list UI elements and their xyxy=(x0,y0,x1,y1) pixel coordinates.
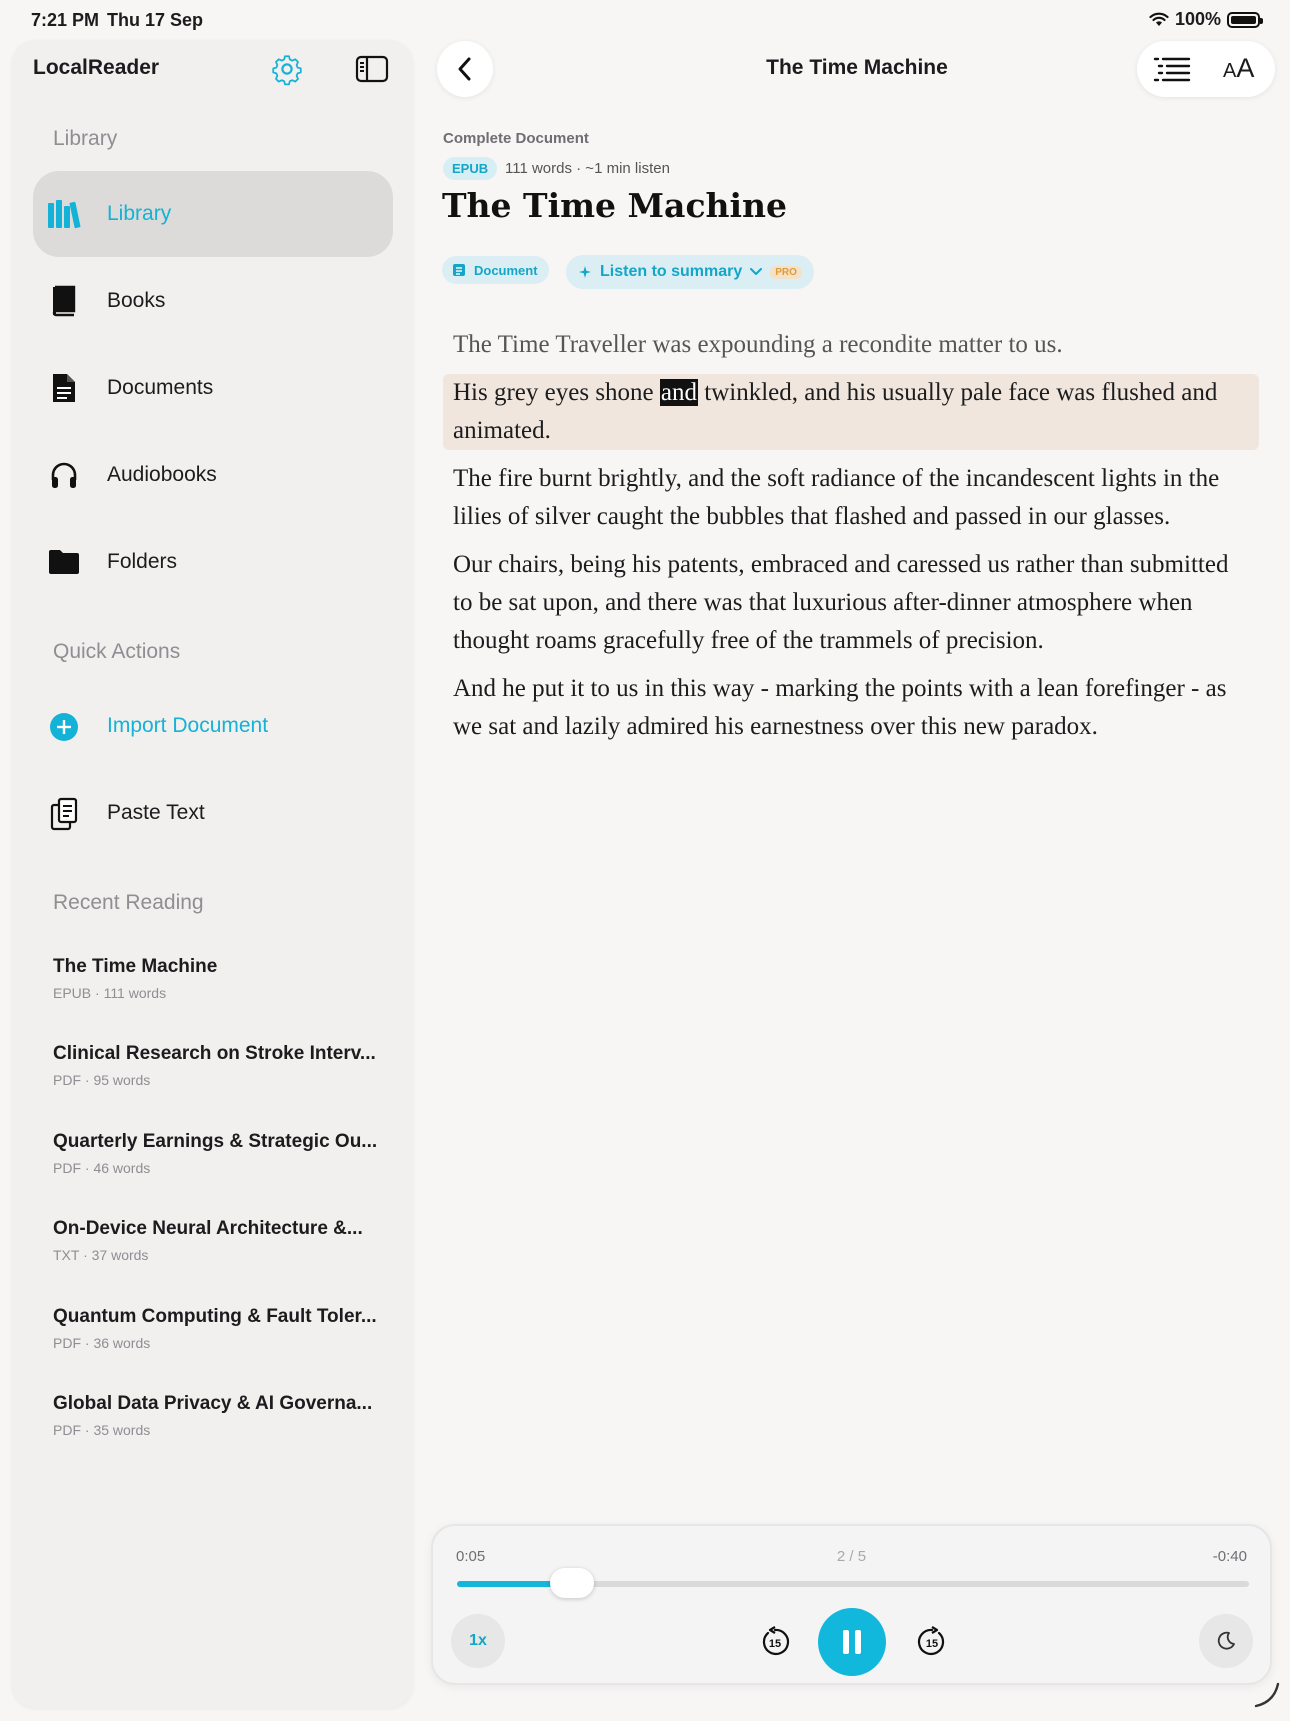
header-tools xyxy=(1137,41,1275,97)
listen-summary-button[interactable] xyxy=(566,255,814,289)
recent-item-meta: EPUB · 111 words xyxy=(53,985,167,1001)
recent-item[interactable] xyxy=(53,1131,383,1176)
recent-item[interactable] xyxy=(53,1043,383,1088)
status-indicators xyxy=(1149,9,1260,30)
sleep-timer-button[interactable] xyxy=(1199,1614,1253,1668)
paragraph-current[interactable] xyxy=(443,374,1259,450)
status-bar xyxy=(0,0,1290,38)
clipboard-icon xyxy=(47,797,81,831)
document-pill-label: Document xyxy=(474,262,538,278)
audio-player xyxy=(431,1524,1272,1685)
recent-item-meta: PDF · 95 words xyxy=(53,1072,151,1088)
recent-item[interactable] xyxy=(53,1393,383,1438)
chevron-down-icon xyxy=(750,268,762,276)
document-pill-button[interactable] xyxy=(442,256,549,284)
paragraph[interactable]: The fire burnt brightly, and the soft radiance of the incandescent lights in the lilies of silver caught the bubbles that flashed and passed in our glasses. xyxy=(453,465,1220,530)
font-size-big-a: A xyxy=(1236,53,1255,83)
moon-icon xyxy=(1216,1631,1236,1651)
wifi-icon xyxy=(1149,12,1169,27)
document-list-icon xyxy=(452,263,466,277)
header-title: The Time Machine xyxy=(766,56,948,79)
document-icon xyxy=(47,371,81,405)
word-count-meta: 111 words · ~1 min listen xyxy=(505,160,670,177)
recent-item-title: Global Data Privacy & AI Governa... xyxy=(53,1393,373,1414)
battery-icon xyxy=(1227,12,1260,28)
font-size-button[interactable] xyxy=(1223,53,1263,85)
skip-forward-label: 15 xyxy=(925,1638,939,1650)
paragraph[interactable]: Our chairs, being his patents, embraced and caressed us rather than submitted to be sat upon, and there was that luxurious after-dinner atmosphere when thought roams gracefully free of the trammels of precision. xyxy=(453,551,1229,654)
quick-actions-header: Quick Actions xyxy=(53,640,181,663)
recent-item[interactable] xyxy=(53,1218,383,1263)
sidebar-item-books[interactable] xyxy=(33,258,393,344)
pause-button[interactable] xyxy=(818,1608,886,1676)
folder-icon xyxy=(47,545,81,579)
sidebar-item-library[interactable] xyxy=(33,171,393,257)
sidebar-item-label: Documents xyxy=(107,376,214,399)
book-icon xyxy=(47,284,81,318)
sidebar-item-folders[interactable] xyxy=(33,519,393,605)
skip-back-label: 15 xyxy=(768,1638,782,1650)
recent-item-meta: TXT · 37 words xyxy=(53,1247,149,1263)
format-badge: EPUB xyxy=(443,157,497,180)
plus-circle-icon xyxy=(47,710,81,744)
import-document-button[interactable] xyxy=(33,698,393,758)
recent-item[interactable] xyxy=(53,1306,383,1351)
recent-item[interactable] xyxy=(53,956,383,1001)
paste-text-button[interactable] xyxy=(33,785,393,845)
recent-item-title: Clinical Research on Stroke Interv... xyxy=(53,1043,376,1064)
library-section-header: Library xyxy=(53,127,118,150)
playback-speed-button[interactable]: 1x xyxy=(451,1614,505,1668)
sidebar xyxy=(12,40,413,1708)
recent-item-meta: PDF · 46 words xyxy=(53,1160,151,1176)
recent-item-meta: PDF · 35 words xyxy=(53,1422,151,1438)
sidebar-item-label: Folders xyxy=(107,550,178,573)
sidebar-item-label: Audiobooks xyxy=(107,463,217,486)
reader-content xyxy=(443,326,1259,756)
document-title: The Time Machine xyxy=(442,186,788,225)
paragraph[interactable]: The Time Traveller was expounding a recondite matter to us. xyxy=(453,331,1063,358)
paragraph-text: twinkled, and his usually pale face was flushed and animated. xyxy=(453,379,1218,444)
recent-item-title: On-Device Neural Architecture &... xyxy=(53,1218,363,1239)
recent-item-title: The Time Machine xyxy=(53,956,218,977)
sparkle-icon xyxy=(578,265,592,279)
sidebar-item-audiobooks[interactable] xyxy=(33,432,393,518)
sidebar-toggle-icon[interactable] xyxy=(355,53,389,85)
paste-text-label: Paste Text xyxy=(107,801,205,824)
app-title: LocalReader xyxy=(33,56,160,79)
recent-item-meta: PDF · 36 words xyxy=(53,1335,151,1351)
recent-item-title: Quarterly Earnings & Strategic Ou... xyxy=(53,1131,378,1152)
books-shelf-icon xyxy=(47,197,81,231)
battery-percent: 100% xyxy=(1174,9,1221,29)
chevron-left-icon xyxy=(455,56,475,82)
status-time: 7:21 PM xyxy=(31,10,100,30)
skip-forward-15-icon[interactable] xyxy=(916,1626,948,1658)
sidebar-item-documents[interactable] xyxy=(33,345,393,431)
import-document-label: Import Document xyxy=(107,714,269,737)
listen-summary-label: Listen to summary xyxy=(600,263,743,280)
resize-handle-icon[interactable] xyxy=(1252,1680,1282,1710)
recent-item-title: Quantum Computing & Fault Toler... xyxy=(53,1306,377,1327)
paragraph-text: His grey eyes shone xyxy=(453,379,660,406)
highlighted-word: and xyxy=(660,379,698,406)
settings-gear-icon[interactable] xyxy=(270,52,304,86)
table-of-contents-icon[interactable] xyxy=(1153,54,1191,84)
progress-thumb[interactable] xyxy=(550,1568,594,1598)
section-label: Complete Document xyxy=(443,130,589,147)
back-button[interactable] xyxy=(437,41,493,97)
time-elapsed: 0:05 xyxy=(456,1548,486,1565)
sidebar-item-label: Books xyxy=(107,289,166,312)
progress-fill xyxy=(457,1581,556,1587)
pause-icon xyxy=(840,1628,864,1656)
headphones-icon xyxy=(47,458,81,492)
sidebar-item-label: Library xyxy=(107,202,172,225)
font-size-small-a: A xyxy=(1223,60,1237,82)
chapter-position: 2 / 5 xyxy=(836,1548,867,1565)
paragraph[interactable]: And he put it to us in this way - marking the points with a lean forefinger - as we sat and lazily admired his earnestness over this new paradox. xyxy=(453,675,1227,740)
time-remaining: -0:40 xyxy=(1212,1548,1247,1565)
recent-reading-header: Recent Reading xyxy=(53,891,204,914)
pro-badge: PRO xyxy=(770,266,802,279)
skip-back-15-icon[interactable] xyxy=(759,1626,791,1658)
status-date: Thu 17 Sep xyxy=(107,10,204,30)
